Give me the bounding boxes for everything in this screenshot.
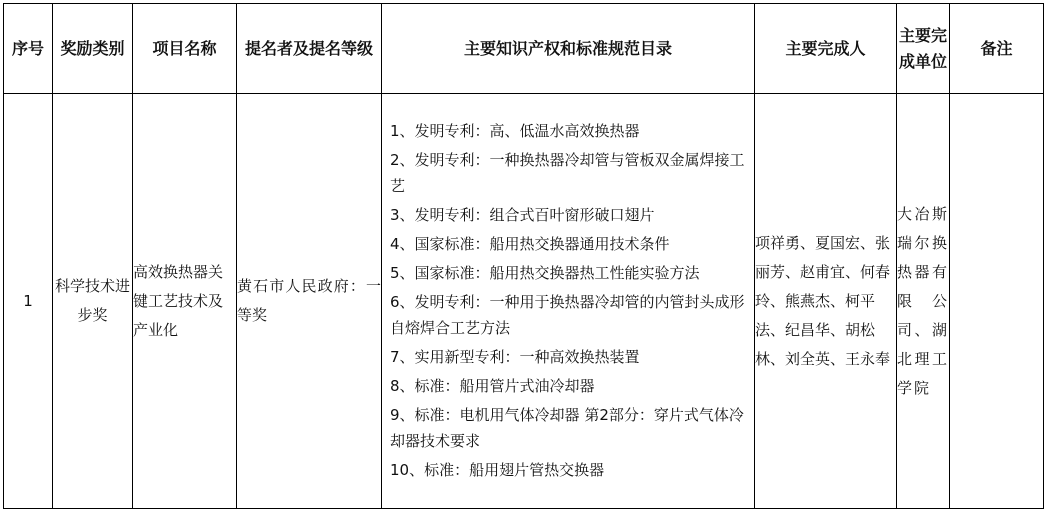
table-row <box>4 94 1044 509</box>
ip-list <box>382 116 754 483</box>
award-table <box>3 3 1044 509</box>
cell-people: 项祥勇、夏国宏、张丽芳、赵甫宜、何春玲、熊燕杰、柯平法、纪昌华、胡松林、刘全英、王永奉 <box>755 94 897 509</box>
cell-unit: 大冶斯瑞尔换热器有限公司、湖北理工学院 <box>897 94 950 509</box>
header-nominator: 提名者及提名等级 <box>237 4 382 94</box>
ip-item: 6、发明专利：一种用于换热器冷却管的内管封头成形自熔焊合工艺方法 <box>390 293 745 337</box>
ip-item: 10、标准：船用翅片管热交换器 <box>390 461 605 479</box>
ip-item: 9、标准：电机用气体冷却器 第2部分：穿片式气体冷却器技术要求 <box>390 406 744 450</box>
header-row <box>4 4 1044 94</box>
ip-item: 2、发明专利：一种换热器冷却管与管板双金属焊接工艺 <box>390 151 745 195</box>
ip-item: 8、标准：船用管片式油冷却器 <box>390 377 595 395</box>
cell-ip <box>382 94 755 509</box>
ip-item: 1、发明专利：高、低温水高效换热器 <box>390 122 640 140</box>
header-project: 项目名称 <box>133 4 237 94</box>
cell-no: 1 <box>4 94 53 509</box>
header-category: 奖励类别 <box>53 4 133 94</box>
header-remark: 备注 <box>950 4 1044 94</box>
cell-remark <box>950 94 1044 509</box>
ip-item: 4、国家标准：船用热交换器通用技术条件 <box>390 235 670 253</box>
ip-item: 3、发明专利：组合式百叶窗形破口翅片 <box>390 206 655 224</box>
cell-category: 科学技术进步奖 <box>53 94 133 509</box>
header-people: 主要完成人 <box>755 4 897 94</box>
header-no: 序号 <box>4 4 53 94</box>
cell-nominator: 黄石市人民政府：一等奖 <box>237 94 382 509</box>
ip-item: 5、国家标准：船用热交换器热工性能实验方法 <box>390 264 700 282</box>
header-unit: 主要完成单位 <box>897 4 950 94</box>
header-ip: 主要知识产权和标准规范目录 <box>382 4 755 94</box>
ip-item: 7、实用新型专利：一种高效换热装置 <box>390 348 640 366</box>
cell-project: 高效换热器关键工艺技术及产业化 <box>133 94 237 509</box>
